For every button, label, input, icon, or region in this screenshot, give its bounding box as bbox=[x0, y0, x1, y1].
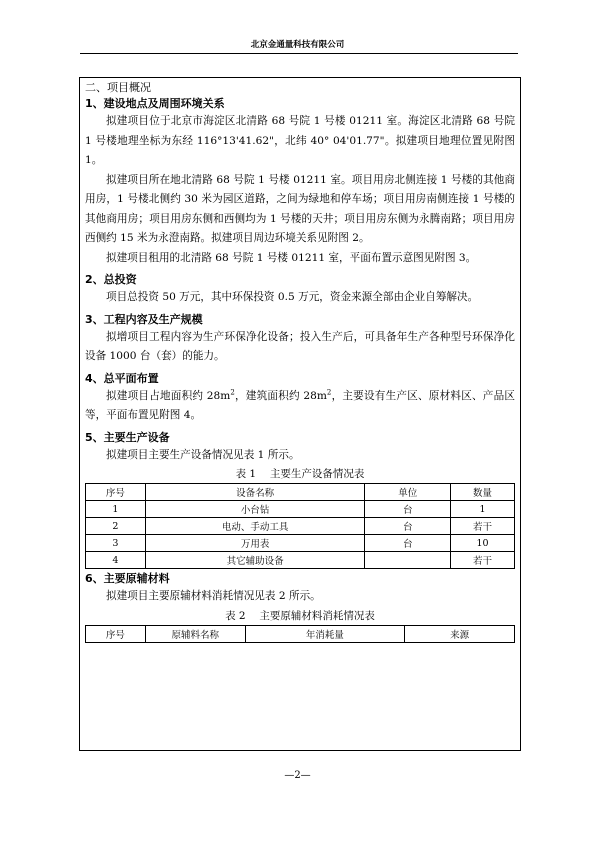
company-header: 北京金通量科技有限公司 bbox=[250, 40, 345, 50]
cell-quantity: 若干 bbox=[451, 552, 515, 569]
cell-quantity: 1 bbox=[451, 501, 515, 518]
paragraph-location-2: 拟建项目所在地北清路 68 号院 1 号楼 01211 室。项目用房北侧连接 1 号楼的其他商用房，1 号楼北侧约 30 米为园区道路，之间为绿地和停车场；项目用房南侧连接 1 号楼的其他商用房；项目用房东侧和西侧均为 1 号楼的天井；项目用房东侧为永腾南路；项目用房西侧约 15 米为永澄南路。拟建项目周边环境关系见附图 2。 bbox=[85, 173, 515, 244]
heading-materials: 6、主要原辅材料 bbox=[85, 572, 170, 585]
cell-index: 2 bbox=[86, 518, 146, 535]
equipment-table bbox=[85, 483, 515, 569]
table-header-row bbox=[86, 625, 515, 642]
column-header: 单位 bbox=[365, 484, 451, 501]
cell-index: 1 bbox=[86, 501, 146, 518]
column-header: 年消耗量 bbox=[245, 625, 405, 642]
cell-quantity: 10 bbox=[451, 535, 515, 552]
paragraph-layout: 拟建项目占地面积约 $28m^2$，建筑面积约 $28m^2$，主要设有生产区、原材料区、产品区等，平面布置见附图 4。 bbox=[85, 387, 515, 421]
column-header: 原辅料名称 bbox=[145, 625, 245, 642]
table-row bbox=[86, 535, 515, 552]
paragraph-materials: 拟建项目主要原辅材料消耗情况见表 2 所示。 bbox=[106, 590, 321, 602]
table-row bbox=[86, 552, 515, 569]
paragraph-scale: 拟增项目工程内容为生产环保净化设备；投入生产后，可具备年生产各种型号环保净化设备 1000 台（套）的能力。 bbox=[85, 330, 515, 362]
table1-caption: 表 1 主要生产设备情况表 bbox=[235, 468, 365, 480]
table-header-row bbox=[86, 484, 515, 501]
heading-layout: 4、总平面布置 bbox=[85, 371, 159, 385]
heading-scale: 3、工程内容及生产规模 bbox=[85, 312, 203, 326]
heading-investment: 2、总投资 bbox=[85, 273, 137, 286]
page-number: —2— bbox=[284, 770, 311, 781]
heading-equipment: 5、主要生产设备 bbox=[85, 430, 170, 444]
table2-caption: 表 2 主要原辅材料消耗情况表 bbox=[225, 609, 375, 622]
cell-equipment: 小台钻 bbox=[145, 501, 364, 518]
table-row bbox=[86, 501, 515, 518]
heading-location: 1、建设地点及周围环境关系 bbox=[85, 97, 225, 110]
cell-unit bbox=[365, 552, 451, 569]
paragraph-location-1: 拟建项目位于北京市海淀区北清路 68 号院 1 号楼 01211 室。海淀区北清路 68 号院 1 号楼地理坐标为东经 116°13'41.62"，北纬 40° 04'01.77"。拟建项目地理位置见附图 1。 bbox=[85, 115, 515, 166]
cell-index: 3 bbox=[86, 535, 146, 552]
cell-unit: 台 bbox=[365, 501, 451, 518]
column-header: 序号 bbox=[86, 484, 146, 501]
paragraph-equipment: 拟建项目主要生产设备情况见表 1 所示。 bbox=[106, 448, 300, 461]
column-header: 设备名称 bbox=[145, 484, 364, 501]
materials-table bbox=[85, 625, 515, 643]
cell-quantity: 若干 bbox=[451, 518, 515, 535]
cell-index: 4 bbox=[86, 552, 146, 569]
paragraph-location-3: 拟建项目租用的北清路 68 号院 1 号楼 01211 室，平面布置示意图见附图 3。 bbox=[106, 251, 477, 264]
column-header: 序号 bbox=[86, 625, 146, 642]
column-header: 数量 bbox=[451, 484, 515, 501]
document-body bbox=[85, 79, 515, 643]
cell-unit: 台 bbox=[365, 535, 451, 552]
cell-equipment: 万用表 bbox=[145, 535, 364, 552]
section-title: 二、项目概况 bbox=[85, 81, 151, 94]
cell-equipment: 电动、手动工具 bbox=[145, 518, 364, 535]
column-header: 来源 bbox=[405, 625, 515, 642]
cell-equipment: 其它辅助设备 bbox=[145, 552, 364, 569]
paragraph-investment: 项目总投资 50 万元，其中环保投资 0.5 万元，资金来源全部由企业自筹解决。 bbox=[106, 291, 479, 303]
table-row bbox=[86, 518, 515, 535]
header-rule bbox=[80, 53, 518, 54]
cell-unit: 台 bbox=[365, 518, 451, 535]
